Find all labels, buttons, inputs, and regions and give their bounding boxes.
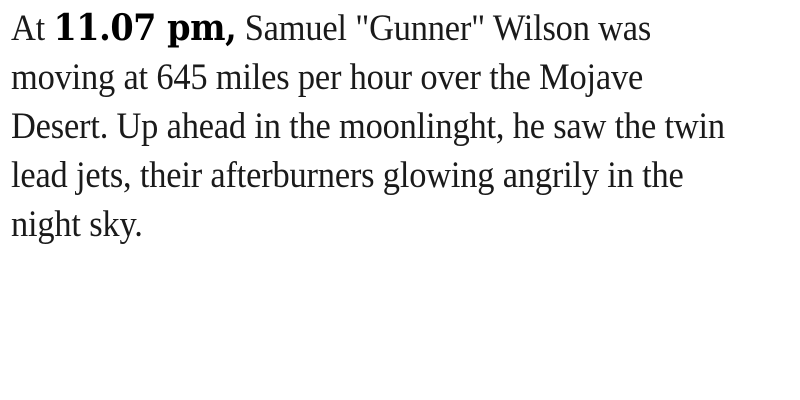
story-paragraph: [11, 4, 736, 249]
story-body-text: Samuel "Gunner" Wilson was moving at 645 miles per hour over the Mojave Desert. Up ahead in the moonlinght, he saw the twin lead jets, their afterburners glowing angrily in the night sky.: [11, 8, 725, 245]
time-emphasis: 11.07 pm,: [53, 7, 237, 49]
lead-in-text: At: [11, 8, 46, 49]
